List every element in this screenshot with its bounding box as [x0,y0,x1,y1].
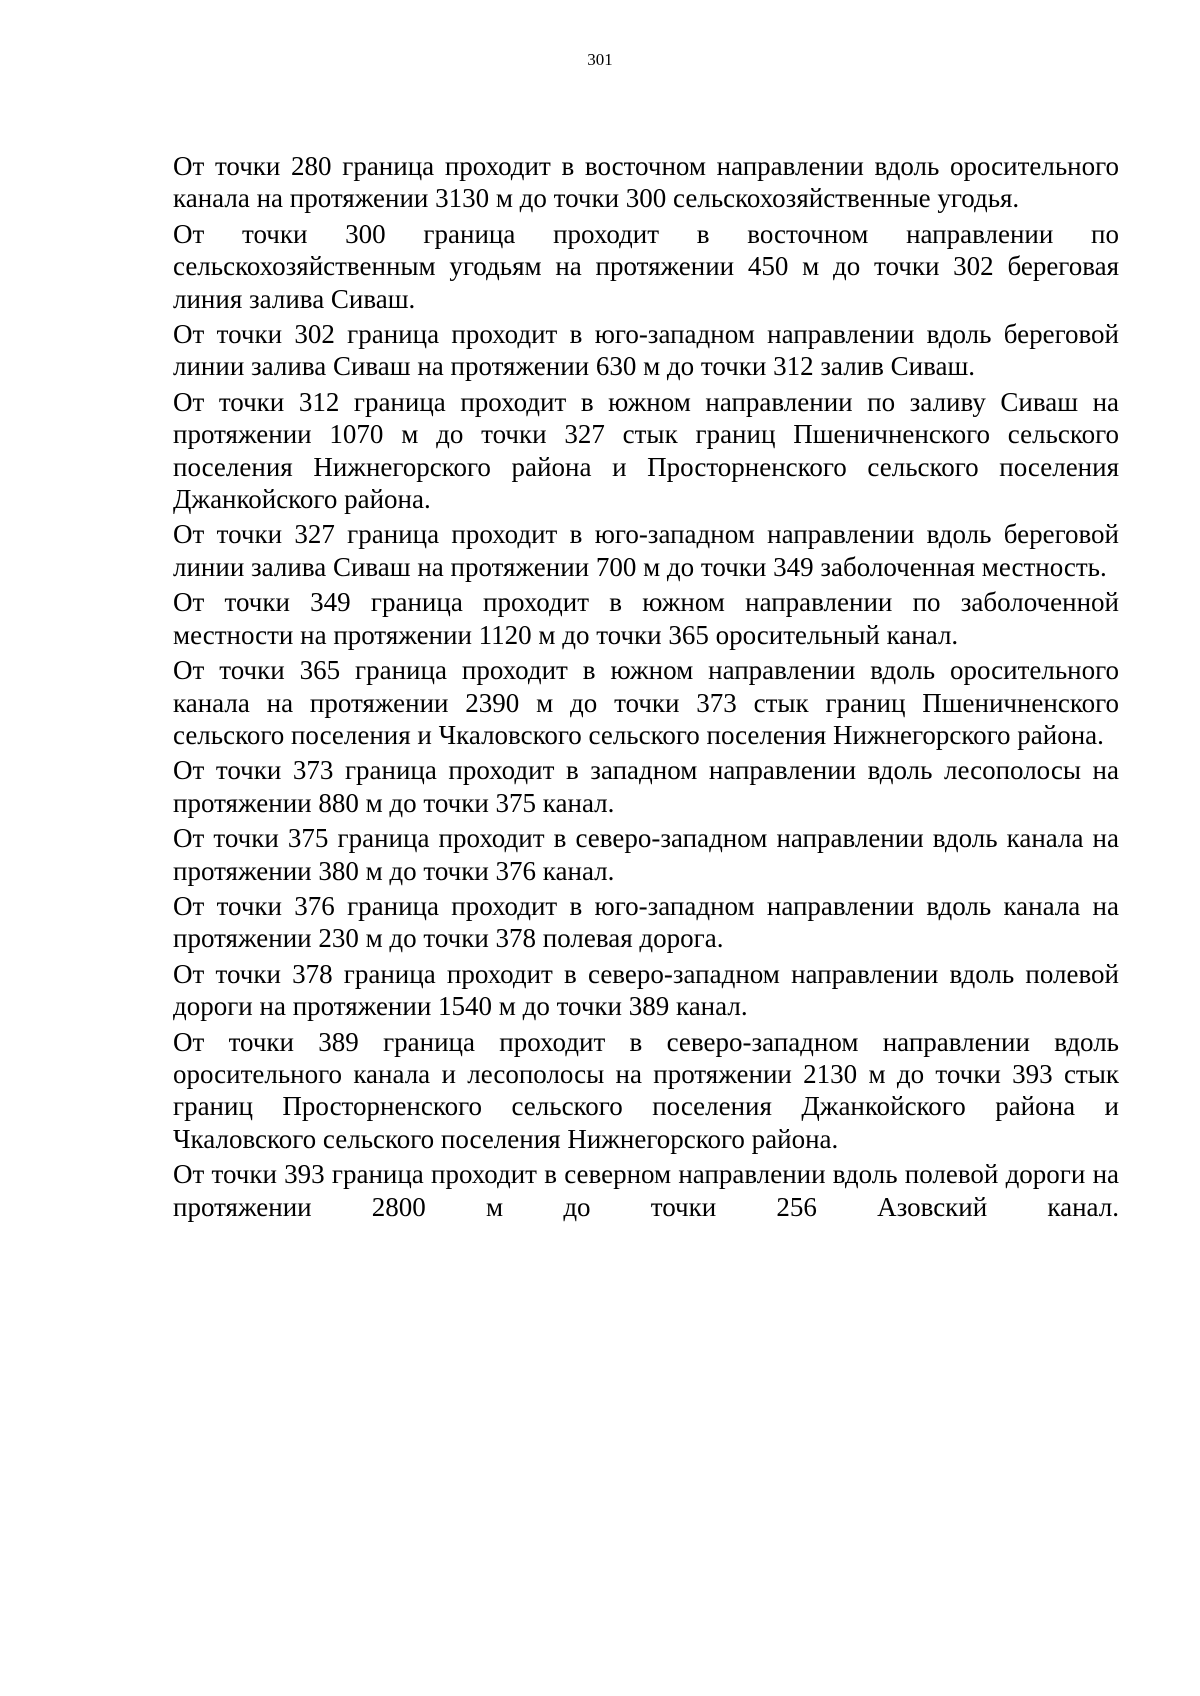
paragraph: От точки 375 граница проходит в северо-западном направлении вдоль канала на протяжении 380 м до точки 376 канал. [173,823,1119,886]
paragraph: От точки 280 граница проходит в восточном направлении вдоль оросительного канала на протяжении 3130 м до точки 300 сельскохозяйственные угодья. [173,151,1119,214]
page-number: 301 [587,50,613,69]
paragraph: От точки 389 граница проходит в северо-западном направлении вдоль оросительного канала и лесополосы на протяжении 2130 м до точки 393 стык границ Просторненского сельского поселения Джанкойского района и Чкаловского сельского поселения Нижнегорского района. [173,1026,1119,1154]
paragraph: От точки 373 граница проходит в западном направлении вдоль лесополосы на протяжении 880 м до точки 375 канал. [173,755,1119,818]
paragraph: От точки 376 граница проходит в юго-западном направлении вдоль канала на протяжении 230 м до точки 378 полевая дорога. [173,890,1119,954]
paragraph: От точки 312 граница проходит в южном направлении по заливу Сиваш на протяжении 1070 м до точки 327 стык границ Пшеничненского сельского поселения Нижнегорского района и Просторненского сельского поселения Джанкойского района. [173,386,1119,515]
paragraph: От точки 302 граница проходит в юго-западном направлении вдоль береговой линии залива Сиваш на протяжении 630 м до точки 312 залив Сиваш. [173,319,1119,382]
paragraph: От точки 300 граница проходит в восточном направлении по сельскохозяйственным угодьям на протяжении 450 м до точки 302 береговая линия залива Сиваш. [173,218,1119,314]
paragraph: От точки 349 граница проходит в южном направлении по заболоченной местности на протяжении 1120 м до точки 365 оросительный канал. [173,587,1119,650]
paragraph: От точки 327 граница проходит в юго-западном направлении вдоль береговой линии залива Сиваш на протяжении 700 м до точки 349 заболоченная местность. [173,519,1119,582]
paragraph: От точки 365 граница проходит в южном направлении вдоль оросительного канала на протяжении 2390 м до точки 373 стык границ Пшеничненского сельского поселения и Чкаловского сельского поселения Нижнегорского района. [173,655,1119,750]
document-body [173,150,1119,1226]
paragraph: От точки 393 граница проходит в северном направлении вдоль полевой дороги на протяжении 2800 м до точки 256 Азовский канал. [173,1159,1119,1222]
paragraph: От точки 378 граница проходит в северо-западном направлении вдоль полевой дороги на протяжении 1540 м до точки 389 канал. [173,958,1119,1022]
